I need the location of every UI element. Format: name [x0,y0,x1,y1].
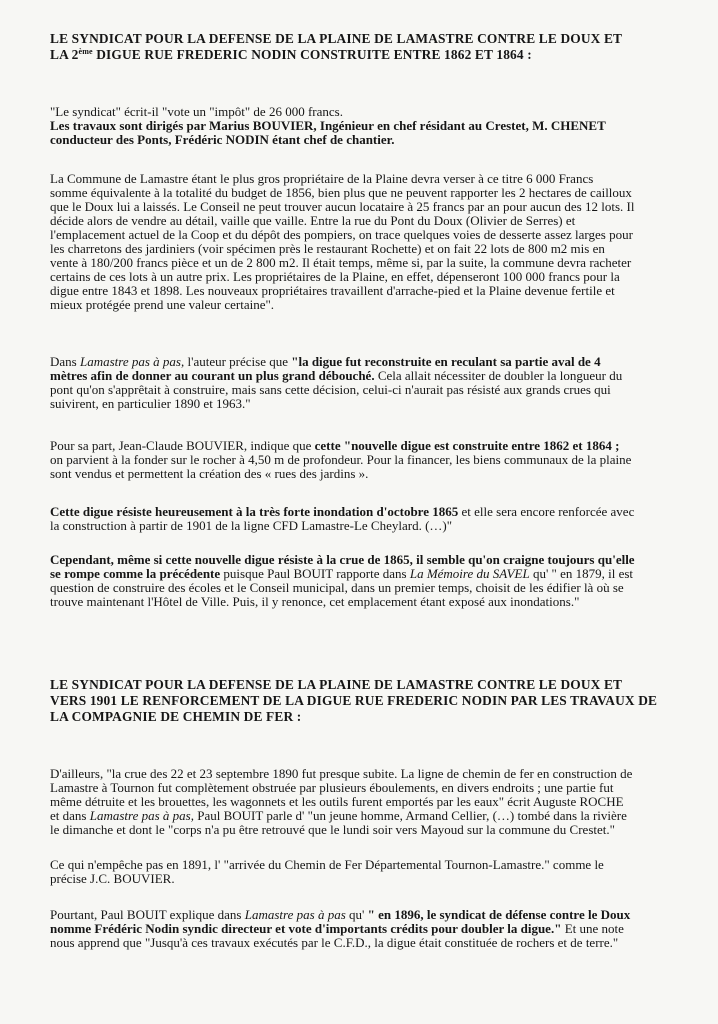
paragraph-line [50,505,634,519]
paragraph [50,355,622,411]
paragraph-line: la construction à partir de 1901 de la ligne CFD Lamastre-Le Cheylard. (…)" [50,518,453,533]
bold-quote: " en 1896, le syndicat de défense contre le Doux [367,907,631,922]
paragraph-line: décide alors de vendre au détail, vaille que vaille. Entre la rue du Pont du Doux (Olivier de Serres) et [50,213,576,228]
section-2-heading [50,677,657,725]
text-run: Paul BOUIT parle d' "un jeune homme, Armand Cellier, (…) tombé dans la rivière [193,808,627,823]
paragraph-line: Cependant, même si cette nouvelle digue résiste à la crue de 1865, il semble qu'on craigne toujours qu'elle [50,552,635,567]
section-2-heading-line-2: VERS 1901 LE RENFORCEMENT DE LA DIGUE RUE FREDERIC NODIN PAR LES TRAVAUX DE [50,693,658,708]
paragraph-line: mieux protégée prend une valeur certaine". [50,297,275,312]
paragraph-line: Les travaux sont dirigés par Marius BOUVIER, Ingénieur en chef résidant au Crestet, M. CHENET [50,118,606,133]
paragraph-line: La Commune de Lamastre étant le plus gros propriétaire de la Plaine devra verser à ce titre 6 000 Francs [50,171,594,186]
paragraph-line: Ce qui n'empêche pas en 1891, l' "arrivée du Chemin de Fer Départemental Tournon-Lamastre." comme le [50,857,604,872]
text-run: Cela allait nécessiter de doubler la longueur du [374,368,623,383]
paragraph-line: conducteur des Ponts, Frédéric NODIN étant chef de chantier. [50,132,395,147]
paragraph-line: somme équivalente à la totalité du budget de 1856, bien plus que ne peuvent rapporter les 2 hectares de cailloux [50,185,632,200]
text-run: et dans [50,808,90,823]
paragraph-line: l'emplacement actuel de la Coop et du dépôt des pompiers, on trace quelques voies de desserte assez larges pour [50,227,633,242]
text-run: Dans [50,354,80,369]
book-title: Lamastre pas à pas, [79,354,185,369]
paragraph-line: que le Doux lui a laissés. Le Conseil ne peut trouver aucun locataire à 25 francs par an pour aucun des 12 lots. Il [50,199,635,214]
book-title: Lamastre pas à pas [244,907,346,922]
paragraph-line: vente à 180/200 francs pièce et un de 2 800 m2. Il était temps, même si, par la suite, la commune devra racheter [50,255,632,270]
text-run: qu' [345,907,368,922]
section-1-heading [50,31,622,63]
paragraph-line [50,369,622,383]
text-run: Et une note [561,921,624,936]
book-title: La Mémoire du SAVEL [409,566,530,581]
text-run: et elle sera encore renforcée avec [458,504,635,519]
paragraph-line: les charretons des jardiniers (voir spécimen près le restaurant Rochette) et on fait 22 lots de 800 m2 mis en [50,241,605,256]
text-run: qu' " en 1879, il est [529,566,634,581]
bold-quote: "la digue fut reconstruite en reculant sa partie aval de 4 [291,354,601,369]
bold-quote: cette "nouvelle digue est construite entre 1862 et 1864 ; [314,438,620,453]
paragraph [50,505,634,533]
paragraph-line [50,355,622,369]
paragraph [50,858,604,886]
bold-quote: nomme Frédéric Nodin syndic directeur et vote d'importants crédits pour doubler la digue." [50,921,562,936]
section-1-heading-line-1: LE SYNDICAT POUR LA DEFENSE DE LA PLAINE DE LAMASTRE CONTRE LE DOUX ET [50,31,623,46]
paragraph-line: trouve maintenant l'Hôtel de Ville. Puis, il y renonce, cet emplacement étant exposé aux inondations." [50,594,580,609]
paragraph-line: D'ailleurs, "la crue des 22 et 23 septembre 1890 fut presque subite. La ligne de chemin de fer en construction de [50,766,633,781]
paragraph [50,553,635,609]
paragraph-line: question de construire des écoles et le Conseil municipal, dans un premier temps, choisit de les édifier là où se [50,580,624,595]
paragraph [50,767,632,837]
paragraph [50,439,631,481]
paragraph-line: certains de ces lots à un autre prix. Les propriétaires de la Plaine, en effet, dépenseront 100 000 francs pour la [50,269,620,284]
bold-quote: Cette digue résiste heureusement à la très forte inondation d'octobre 1865 [50,504,459,519]
text-run: Pourtant, Paul BOUIT explique dans [50,907,245,922]
heading-text: LA 2 [50,47,79,62]
paragraph-line [50,922,630,936]
paragraph [50,172,634,312]
paragraph [50,105,606,147]
text-run: puisque Paul BOUIT rapporte dans [220,566,410,581]
bold-quote: se rompe comme la précédente [50,566,221,581]
bold-quote: mètres afin de donner au courant un plus grand débouché. [50,368,375,383]
paragraph-line: suivirent, en particulier 1890 et 1963." [50,396,251,411]
paragraph-line: digue entre 1843 et 1898. Les nouveaux propriétaires travaillent d'arrache-pied et la Plaine devenue fertile et [50,283,615,298]
heading-text: DIGUE RUE FREDERIC NODIN CONSTRUITE ENTRE 1862 ET 1864 : [92,47,532,62]
superscript-ordinal: ème [78,47,93,56]
paragraph-line: on parvient à la fonder sur le rocher à 4,50 m de profondeur. Pour la financer, les biens communaux de la plaine [50,452,632,467]
paragraph-line: nous apprend que "Jusqu'à ces travaux exécutés par le C.F.D., la digue était constituée de rochers et de terre." [50,935,619,950]
section-1-heading-line-2 [50,47,622,63]
text-run: l'auteur précise que [184,354,292,369]
text-run: Pour sa part, Jean-Claude BOUVIER, indique que [50,438,315,453]
paragraph-line: pont qu'on s'apprêtait à construire, mais sans cette décision, celui-ci n'aurait pas résisté aux grands crues qui [50,382,611,397]
section-2-heading-line-3: LA COMPAGNIE DE CHEMIN DE FER : [50,709,302,724]
paragraph-line: sont vendus et permettent la création des « rues des jardins ». [50,466,369,481]
paragraph [50,908,630,950]
book-title: Lamastre pas à pas, [89,808,194,823]
paragraph-line [50,908,630,922]
paragraph-line [50,567,635,581]
paragraph-line: "Le syndicat" écrit-il "vote un "impôt" de 26 000 francs. [50,104,343,119]
section-2-heading-line-1: LE SYNDICAT POUR LA DEFENSE DE LA PLAINE DE LAMASTRE CONTRE LE DOUX ET [50,677,623,692]
paragraph-line [50,439,631,453]
paragraph-line: même détruite et les brouettes, les wagonnets et les outils furent emportés par les eaux" écrit Auguste ROCHE [50,794,624,809]
paragraph-line: Lamastre à Tournon fut complètement obstruée par plusieurs éboulements, en divers endroits ; une partie fut [50,780,614,795]
paragraph-line [50,809,632,823]
paragraph-line: le dimanche et dont le "corps n'a pu être retrouvé que le lundi soir vers Mayoud sur la commune du Crestet." [50,822,615,837]
paragraph-line: précise J.C. BOUVIER. [50,871,175,886]
